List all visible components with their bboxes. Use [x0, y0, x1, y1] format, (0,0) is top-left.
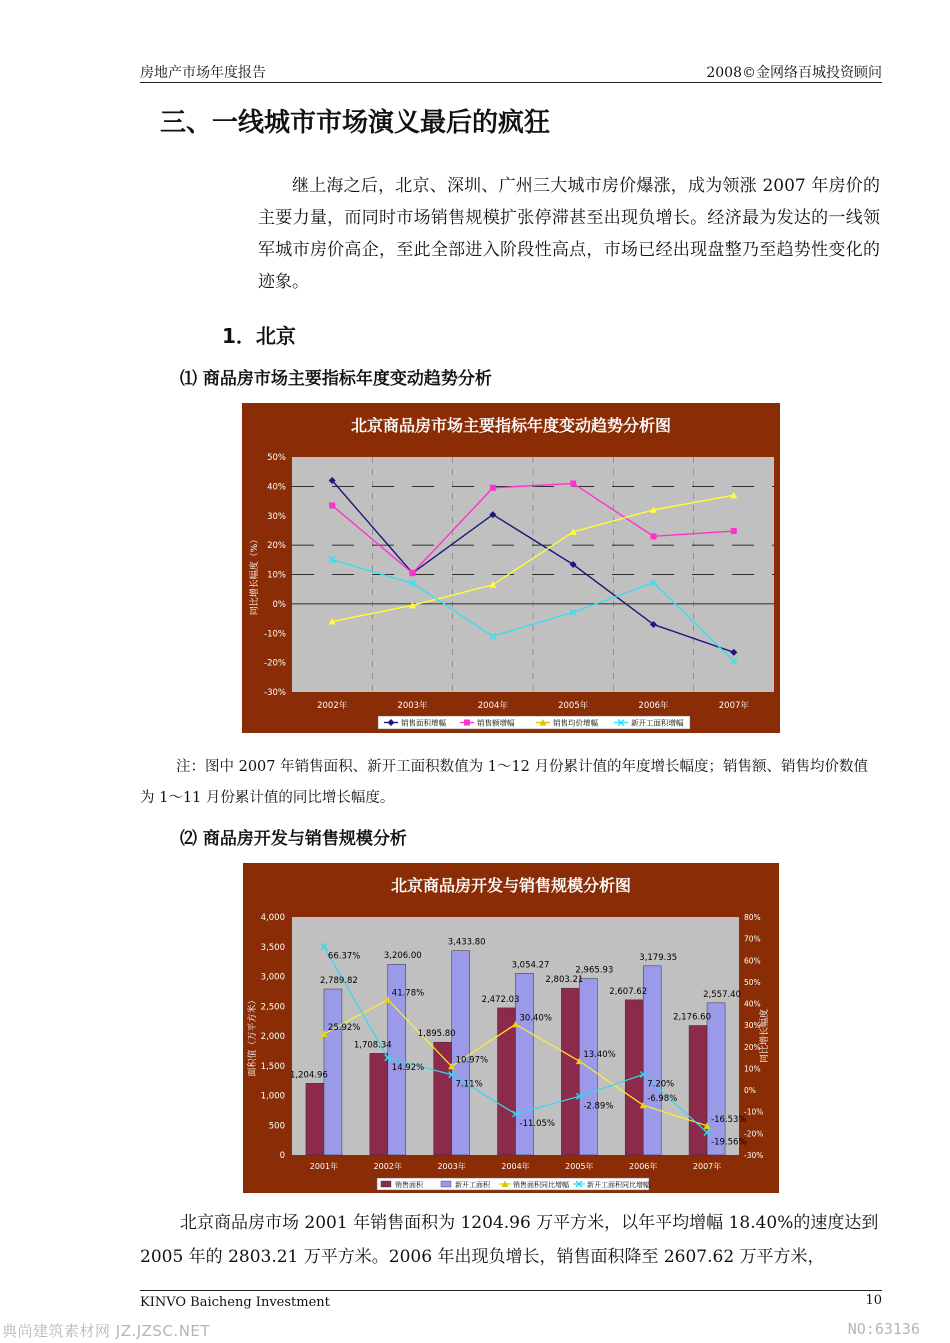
scale-y2-tick-label: 50% [744, 977, 761, 987]
scale-chart-title: 北京商品房开发与销售规模分析图 [390, 876, 632, 895]
chart-note-text: 注：图中 2007 年销售面积、新开工面积数值为 1～12 月份累计值的年度增长幅度；销售额、销售均价数值为 1～11 月份累计值的同比增长幅度。 [140, 759, 869, 806]
scale-bar-label: 1,708.34 [353, 1040, 392, 1051]
intro-text: 继上海之后，北京、深圳、广州三大城市房价爆涨，成为领涨 2007 年房价的主要力量，而同时市场销售规模扩张停滞甚至出现负增长。经济最为发达的一线领军城市房价高企，至此全部进入阶段性高点，市场已经出现盘整乃至趋势性变化的迹象。 [258, 176, 880, 292]
scale-bar [306, 1083, 324, 1155]
scale-bar-label: 2,803.21 [545, 975, 584, 986]
scale-chart [243, 863, 779, 1193]
trend-y-tick-label: 20% [267, 541, 286, 552]
scale-line-label: 7.20% [647, 1079, 675, 1090]
scale-legend-swatch [441, 1181, 451, 1187]
header-rule [140, 82, 882, 83]
trend-legend-marker [464, 720, 470, 726]
scale-y2-tick-label: 60% [744, 956, 761, 966]
scale-line-label: -16.53% [711, 1114, 747, 1125]
trend-y-tick-label: 50% [267, 453, 286, 463]
scale-y2-tick-label: 20% [744, 1042, 761, 1052]
trend-y-tick-label: 30% [267, 511, 286, 522]
scale-y-tick-label: 4,000 [260, 913, 285, 923]
scale-line-label: 10.97% [455, 1055, 489, 1066]
scale-y-tick-label: 3,500 [260, 942, 285, 953]
scale-line-label: -6.98% [647, 1094, 678, 1105]
trend-y-ticks [264, 453, 286, 698]
scale-legend-label: 新开工面积同比增幅 [587, 1181, 650, 1189]
scale-bar-label: 1,204.96 [289, 1070, 328, 1081]
scale-bar [434, 1042, 452, 1155]
scale-legend-label: 新开工面积 [455, 1181, 490, 1189]
scale-line-label: -2.89% [583, 1101, 614, 1112]
scale-legend-label: 销售面积同比增幅 [513, 1181, 569, 1189]
scale-y-label: 面积值（万平方米） [248, 995, 258, 1077]
scale-line-label: -19.56% [711, 1137, 747, 1148]
trend-y-tick-label: -10% [264, 629, 286, 640]
trend-x-tick-label: 2003年 [397, 701, 428, 711]
scale-y-tick-label: 1,000 [260, 1091, 285, 1102]
trend-point [329, 502, 335, 508]
scale-legend-label: 销售面积 [395, 1181, 423, 1189]
intro-paragraph [258, 170, 880, 298]
trend-point [731, 528, 737, 534]
header-right: 2008©金网络百城投资顾问 [706, 65, 882, 81]
scale-line-label: 30.40% [519, 1013, 552, 1024]
trend-x-tick-label: 2004年 [477, 701, 508, 711]
scale-line-label: 14.92% [391, 1062, 425, 1073]
scale-y-tick-label: 500 [268, 1121, 285, 1132]
scale-bar-label: 3,054.27 [511, 960, 550, 971]
scale-y2-tick-label: -10% [744, 1107, 764, 1117]
scale-line-label: 41.78% [391, 988, 425, 999]
header-left: 房地产市场年度报告 [140, 65, 266, 81]
bottom-text: 北京商品房市场 2001 年销售面积为 1204.96 万平方米，以年平均增幅 18.40%的速度达到 2005 年的 2803.21 万平方米。2006 年出现负增长，销售面积降至 2607.62 万平方米， [140, 1213, 879, 1267]
scale-bar-label: 2,607.62 [609, 986, 648, 997]
scale-y-tick-label: 2,500 [260, 1002, 285, 1013]
scale-y2-tick-label: -20% [744, 1129, 764, 1139]
scale-x-tick-label: 2002年 [373, 1162, 402, 1171]
scale-y-tick-label: 2,000 [260, 1032, 285, 1042]
scale-bar-label: 2,789.82 [319, 976, 358, 987]
scale-line-label: 66.37% [327, 951, 361, 962]
scale-legend-swatch [381, 1181, 391, 1187]
scale-y2-tick-label: -30% [744, 1151, 764, 1160]
bottom-paragraph [140, 1206, 882, 1274]
watermark-right: NO:63136 [847, 1320, 920, 1338]
trend-legend-label: 销售均价增幅 [553, 718, 598, 728]
trend-legend-label: 销售面积增幅 [401, 718, 446, 728]
page-number: 10 [865, 1293, 882, 1308]
trend-point [490, 485, 496, 491]
trend-legend-label: 新开工面积增幅 [631, 718, 684, 728]
scale-y-tick-label: 3,000 [260, 972, 285, 983]
trend-y-tick-label: -30% [264, 688, 286, 698]
scale-bar-label: 2,557.40 [703, 989, 742, 1000]
scale-line-label: 7.11% [455, 1079, 483, 1090]
scale-y2-label: 同比增长幅度 [760, 1008, 770, 1064]
trend-y-tick-label: 0% [272, 599, 286, 610]
trend-x-tick-label: 2002年 [317, 701, 348, 711]
trend-legend-label: 销售额增幅 [477, 718, 515, 728]
scale-y-tick-label: 0 [279, 1151, 285, 1161]
scale-x-tick-label: 2006年 [629, 1162, 658, 1171]
trend-x-tick-label: 2007年 [718, 701, 749, 711]
scale-bar [561, 988, 579, 1155]
scale-bar-label: 1,895.80 [417, 1029, 456, 1040]
trend-point [410, 570, 416, 576]
scale-bar [370, 1053, 388, 1155]
trend-y-tick-label: -20% [264, 658, 286, 669]
scale-line-label: 13.40% [583, 1050, 616, 1061]
trend-point [651, 533, 657, 539]
scale-bar [707, 1003, 725, 1155]
scale-bar [452, 951, 470, 1155]
subheading-trend: ⑴ 商品房市场主要指标年度变动趋势分析 [180, 369, 492, 389]
scale-bar-label: 3,433.80 [447, 937, 486, 948]
scale-y2-tick-label: 0% [744, 1086, 756, 1096]
trend-chart-title: 北京商品房市场主要指标年度变动趋势分析图 [350, 416, 672, 435]
city-heading: 1．北京 [222, 324, 296, 348]
watermark-left: 典尚建筑素材网 JZ.JZSC.NET [2, 1322, 211, 1340]
scale-bar-label: 2,176.60 [673, 1012, 712, 1023]
trend-x-tick-label: 2005年 [558, 701, 589, 711]
scale-x-tick-label: 2003年 [437, 1162, 466, 1171]
footer-left: KINVO Baicheng Investment [140, 1295, 330, 1310]
scale-y2-tick-label: 40% [744, 999, 761, 1009]
scale-y2-tick-label: 10% [744, 1064, 761, 1074]
trend-y-tick-label: 10% [267, 570, 286, 581]
scale-bar-label: 2,472.03 [481, 994, 520, 1005]
chart-note [140, 752, 882, 814]
scale-x-tick-label: 2001年 [309, 1162, 339, 1171]
footer-rule [140, 1290, 882, 1291]
scale-bar-label: 3,206.00 [383, 951, 422, 962]
section-title: 三、一线城市市场演义最后的疯狂 [160, 108, 551, 138]
scale-bar-label: 2,965.93 [575, 965, 614, 976]
trend-y-tick-label: 40% [267, 482, 286, 493]
trend-point [570, 480, 576, 486]
trend-y-label: 同比增长幅度（%） [250, 534, 260, 616]
scale-y2-tick-label: 70% [744, 934, 761, 944]
subheading-scale: ⑵ 商品房开发与销售规模分析 [180, 829, 407, 849]
scale-x-tick-label: 2005年 [565, 1162, 594, 1171]
scale-line-label: -11.05% [519, 1118, 555, 1129]
scale-bar-label: 3,179.35 [639, 952, 678, 963]
scale-x-tick-label: 2007年 [692, 1162, 722, 1171]
scale-y2-tick-label: 30% [744, 1021, 761, 1031]
scale-legend [381, 1180, 650, 1189]
scale-y-tick-label: 1,500 [260, 1061, 285, 1072]
trend-x-tick-label: 2006年 [638, 701, 669, 711]
trend-chart [242, 403, 780, 733]
scale-x-tick-label: 2004年 [501, 1162, 530, 1171]
scale-y2-tick-label: 80% [744, 913, 761, 922]
scale-line-label: 25.92% [327, 1023, 361, 1034]
